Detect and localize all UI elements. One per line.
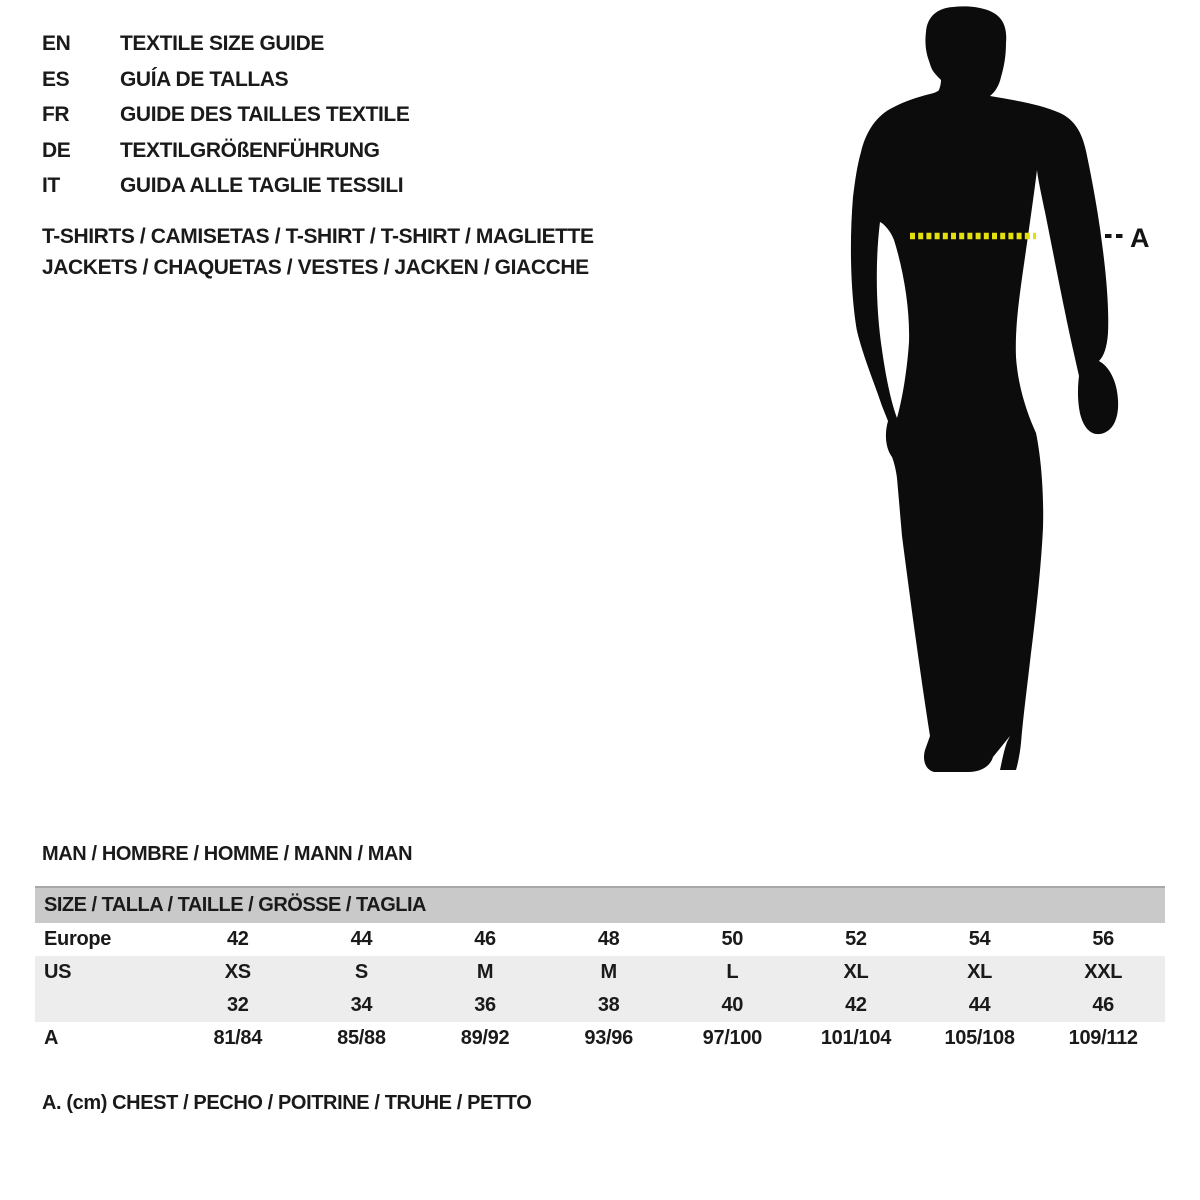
language-code: IT xyxy=(42,174,60,198)
size-value-cell: M xyxy=(476,961,494,983)
language-guide-title: GUIDA ALLE TAGLIE TESSILI xyxy=(120,174,404,198)
measurement-label-a: A xyxy=(1130,223,1150,253)
size-value-cell: 46 xyxy=(474,928,496,950)
size-value-cell: 52 xyxy=(845,928,867,950)
size-value-cell: 50 xyxy=(721,928,744,950)
size-value-cell: 44 xyxy=(968,994,991,1016)
size-value-cell: 81/84 xyxy=(213,1027,263,1049)
size-value-cell: M xyxy=(600,961,617,983)
category-line-jackets: JACKETS / CHAQUETAS / VESTES / JACKEN / GIACCHE xyxy=(42,256,589,279)
language-guide-title: TEXTILE SIZE GUIDE xyxy=(120,32,324,55)
size-value-cell: XL xyxy=(843,961,869,983)
size-value-cell: 48 xyxy=(597,928,620,950)
size-value-cell: 93/96 xyxy=(584,1027,633,1049)
row-label: US xyxy=(44,961,72,983)
size-value-cell: 89/92 xyxy=(460,1027,510,1049)
size-value-cell: S xyxy=(354,961,368,983)
row-label xyxy=(35,989,176,1022)
size-value-cell: L xyxy=(726,961,739,983)
language-row-de xyxy=(42,133,409,169)
row-label: A xyxy=(44,1027,59,1049)
size-value-cell: 34 xyxy=(350,994,373,1016)
size-value-cell: 101/104 xyxy=(820,1027,892,1049)
language-code: EN xyxy=(42,32,71,55)
size-value-cell: 42 xyxy=(226,928,249,950)
measurement-footnote: A. (cm) CHEST / PECHO / POITRINE / TRUHE / PETTO xyxy=(42,1092,532,1114)
size-value-cell: XXL xyxy=(1084,961,1123,983)
size-table-row-numeric xyxy=(35,989,1165,1022)
size-table-row-a xyxy=(35,1022,1165,1055)
language-title-list xyxy=(42,26,409,204)
size-value-cell: 105/108 xyxy=(944,1027,1015,1049)
size-value-cell: 109/112 xyxy=(1068,1027,1138,1049)
size-table-row-us xyxy=(35,956,1165,989)
size-value-cell: 38 xyxy=(597,994,620,1016)
size-value-cell: 40 xyxy=(721,994,744,1016)
man-silhouette-figure xyxy=(830,0,1200,800)
language-row-it xyxy=(42,168,409,204)
language-guide-title: TEXTILGRÖßENFÜHRUNG xyxy=(120,138,380,162)
size-table-row-europe xyxy=(35,923,1165,956)
language-guide-title: GUIDE DES TAILLES TEXTILE xyxy=(120,103,410,127)
size-table-body xyxy=(35,923,1165,1055)
garment-category-list xyxy=(42,221,594,283)
size-value-cell: 36 xyxy=(474,994,496,1016)
size-value-cell: 42 xyxy=(845,994,867,1016)
size-value-cell: 46 xyxy=(1092,994,1115,1016)
size-value-cell: 97/100 xyxy=(702,1027,762,1049)
size-value-cell: 44 xyxy=(350,928,373,950)
size-value-cell: 54 xyxy=(968,928,991,950)
size-table-header: SIZE / TALLA / TAILLE / GRÖSSE / TAGLIA xyxy=(35,886,1165,923)
size-value-cell: XS xyxy=(224,961,251,983)
size-value-cell: 56 xyxy=(1092,928,1115,950)
category-line-tshirts: T-SHIRTS / CAMISETAS / T-SHIRT / T-SHIRT / MAGLIETTE xyxy=(42,225,594,248)
section-title-man: MAN / HOMBRE / HOMME / MANN / MAN xyxy=(42,843,413,865)
language-row-fr xyxy=(42,97,409,133)
size-table xyxy=(35,886,1165,1055)
man-silhouette xyxy=(851,6,1118,772)
size-value-cell: XL xyxy=(967,961,993,983)
language-row-en xyxy=(42,26,409,62)
size-value-cell: 85/88 xyxy=(337,1027,386,1049)
language-code: DE xyxy=(42,138,71,162)
language-row-es xyxy=(42,62,409,98)
row-label: Europe xyxy=(44,928,112,950)
size-value-cell: 32 xyxy=(226,994,249,1016)
language-code: FR xyxy=(42,103,70,127)
language-code: ES xyxy=(42,67,70,91)
language-guide-title: GUÍA DE TALLAS xyxy=(120,67,289,91)
